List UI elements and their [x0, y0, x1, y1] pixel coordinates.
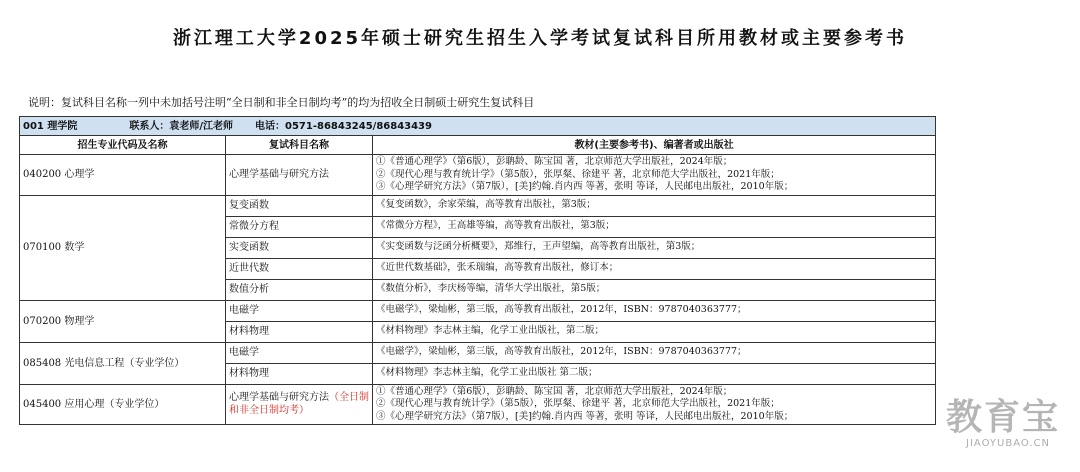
books-cell	[373, 216, 936, 237]
book-entry: 《材料物理》李志林主编，化学工业出版社，第二版；	[376, 325, 605, 337]
books-cell	[373, 258, 936, 279]
subject-name: 数值分析	[226, 279, 373, 300]
books-cell	[373, 237, 936, 258]
book-entry: ①《普通心理学》（第6版），彭聃龄、陈宝国 著，北京师范大学出版社，2024年版；	[376, 385, 733, 397]
book-entry: ③《心理学研究方法》（第7版），[美]约翰.肖内西 等著，张明 等译，人民邮电出版社，2010年版；	[376, 181, 794, 192]
subject-name-note: （全日制和非全日制均考）	[229, 392, 369, 417]
department-name: 001 理学院	[23, 120, 78, 132]
subject-name: 材料物理	[226, 363, 373, 384]
book-entry: 《数值分析》，李庆杨等编，清华大学出版社，第5版；	[376, 283, 606, 295]
table-row	[20, 195, 936, 216]
book-entry: ②《现代心理与教育统计学》（第5版），张厚粲、徐建平 著，北京师范大学出版社，2021年版；	[376, 398, 780, 409]
book-entry: 《实变函数与泛函分析概要》，郑维行，王声望编，高等教育出版社，第3版；	[376, 241, 701, 253]
books-cell	[373, 363, 936, 384]
header-row	[20, 136, 936, 155]
book-entry: 《材料物理》李志林主编，化学工业出版社 第二版；	[376, 367, 598, 379]
major-name: 085408 光电信息工程（专业学位）	[20, 342, 226, 384]
subject-name-text: 心理学基础与研究方法	[229, 392, 329, 404]
subject-name: 电磁学	[226, 342, 373, 363]
subject-name: 材料物理	[226, 321, 373, 342]
table-row	[20, 342, 936, 363]
subject-name	[226, 384, 373, 425]
book-entry: ②《现代心理与教育统计学》（第5版），张厚粲、徐建平 著，北京师范大学出版社，2021年版；	[376, 168, 780, 180]
department-row	[20, 117, 936, 136]
reference-books-table	[19, 116, 936, 425]
subject-name: 电磁学	[226, 300, 373, 321]
watermark-logo	[946, 398, 1070, 458]
table-row	[20, 384, 936, 425]
header-books: 教材(主要参考书)、编著者或出版社	[373, 136, 936, 155]
book-entry: ③《心理学研究方法》（第7版），[美]约翰.肖内西 等著，张明 等译，人民邮电出版社，2010年版；	[376, 410, 794, 422]
books-cell	[373, 300, 936, 321]
subject-name: 实变函数	[226, 237, 373, 258]
major-name: 070200 物理学	[20, 300, 226, 342]
book-entry: 《复变函数》，余家荣编，高等教育出版社，第3版；	[376, 199, 596, 211]
book-entry: 《电磁学》，梁灿彬，第三版，高等教育出版社，2012年，ISBN：9787040363777；	[376, 304, 747, 316]
books-cell	[373, 195, 936, 216]
table-row	[20, 155, 936, 196]
books-cell	[373, 155, 936, 196]
books-cell	[373, 342, 936, 363]
book-entry: ①《普通心理学》（第6版），彭聃龄、陈宝国 著，北京师范大学出版社，2024年版；	[376, 156, 733, 167]
major-name: 070100 数学	[20, 195, 226, 300]
subject-name: 常微分方程	[226, 216, 373, 237]
watermark-url: JIAOYUBAO.CN	[966, 438, 1050, 449]
book-entry: 《电磁学》，梁灿彬，第三版，高等教育出版社，2012年，ISBN：9787040363777；	[376, 346, 747, 358]
table-row	[20, 300, 936, 321]
header-major: 招生专业代码及名称	[20, 136, 226, 155]
watermark-text: 教育宝	[946, 397, 1061, 438]
books-cell	[373, 384, 936, 425]
major-name: 040200 心理学	[20, 155, 226, 196]
subject-name: 心理学基础与研究方法	[226, 155, 373, 196]
header-subject: 复试科目名称	[226, 136, 373, 155]
explanation-note: 说明：复试科目名称一列中未加括号注明“全日制和非全日制均考”的均为招收全日制硕士研究生复试科目	[28, 96, 535, 109]
book-entry: 《近世代数基础》，张禾瑞编，高等教育出版社，修订本；	[376, 262, 619, 274]
books-cell	[373, 321, 936, 342]
page-title: 浙江理工大学2025年硕士研究生招生入学考试复试科目所用教材或主要参考书	[172, 28, 908, 49]
subject-name: 复变函数	[226, 195, 373, 216]
major-name: 045400 应用心理（专业学位）	[20, 384, 226, 425]
department-phone: 电话：0571-86843245/86843439	[255, 120, 432, 132]
department-contact: 联系人：袁老师/江老师	[129, 120, 234, 132]
books-cell	[373, 279, 936, 300]
subject-name: 近世代数	[226, 258, 373, 279]
book-entry: 《常微分方程》，王高雄等编，高等教育出版社，第3版；	[376, 220, 615, 232]
